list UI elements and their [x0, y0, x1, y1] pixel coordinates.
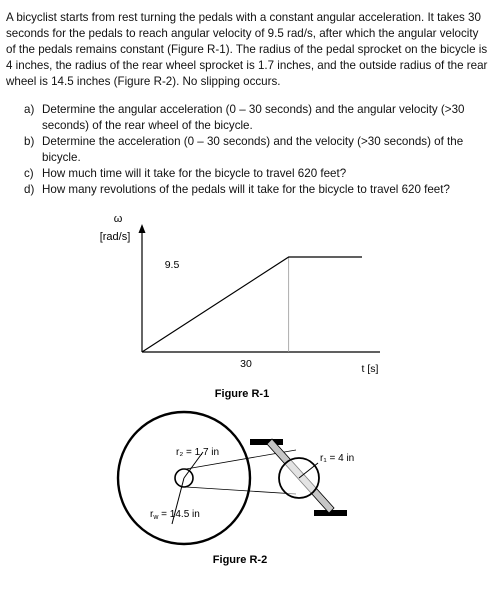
question-letter: c) — [24, 167, 34, 180]
y-tick-label: 9.5 — [164, 259, 180, 271]
series-line — [142, 257, 362, 352]
x-axis-label: t [s] — [361, 363, 379, 375]
question-text: Determine the angular acceleration (0 – 30 seconds) and the angular velocity (>30 seconds) of the rear wheel of the bicycle. — [42, 103, 465, 132]
figure-r1-caption: Figure R-1 — [214, 388, 270, 400]
figure-r2 — [118, 412, 354, 566]
x-tick-label: 30 — [240, 358, 252, 370]
question-text: Determine the acceleration (0 – 30 seconds) and the velocity (>30 seconds) of the bicycle. — [42, 135, 464, 164]
y-axis-arrowhead — [139, 224, 146, 233]
y-axis-unit: [rad/s] — [99, 231, 131, 243]
rw-value: = 14.5 in — [158, 509, 200, 520]
r1-label: r₁ = 4 in — [320, 453, 355, 464]
question-text: How much time will it take for the bicycle to travel 620 feet? — [42, 167, 347, 180]
y-axis-symbol: ω — [113, 213, 123, 225]
question-text: How many revolutions of the pedals will it take for the bicycle to travel 620 feet? — [42, 183, 450, 196]
pedal-top — [250, 439, 283, 445]
figure-r2-caption: Figure R-2 — [212, 554, 268, 566]
question-letter: a) — [24, 103, 35, 116]
question-letter: b) — [24, 135, 35, 148]
rw-symbol: r — [150, 509, 154, 520]
chain-bottom — [186, 487, 296, 494]
rw-subscript: w — [153, 514, 159, 521]
problem-statement: A bicyclist starts from rest turning the pedals with a constant angular acceleration. It takes 30 seconds for the pedals to reach angular velocity of 9.5 rad/s, after which the angular velocity of the pedals remains constant (Figure R-1). The radius of the pedal sprocket on the bicycle is 4 inches, the radius of the rear wheel sprocket is 1.7 inches, and the outside radius of the rear wheel is 14.5 inches (Figure R-2). No slipping occurs. — [6, 11, 488, 88]
r2-label: r₂ = 1.7 in — [176, 447, 220, 458]
question-letter: d) — [24, 183, 35, 196]
rw-label — [150, 509, 200, 521]
figure-r1 — [100, 213, 380, 400]
